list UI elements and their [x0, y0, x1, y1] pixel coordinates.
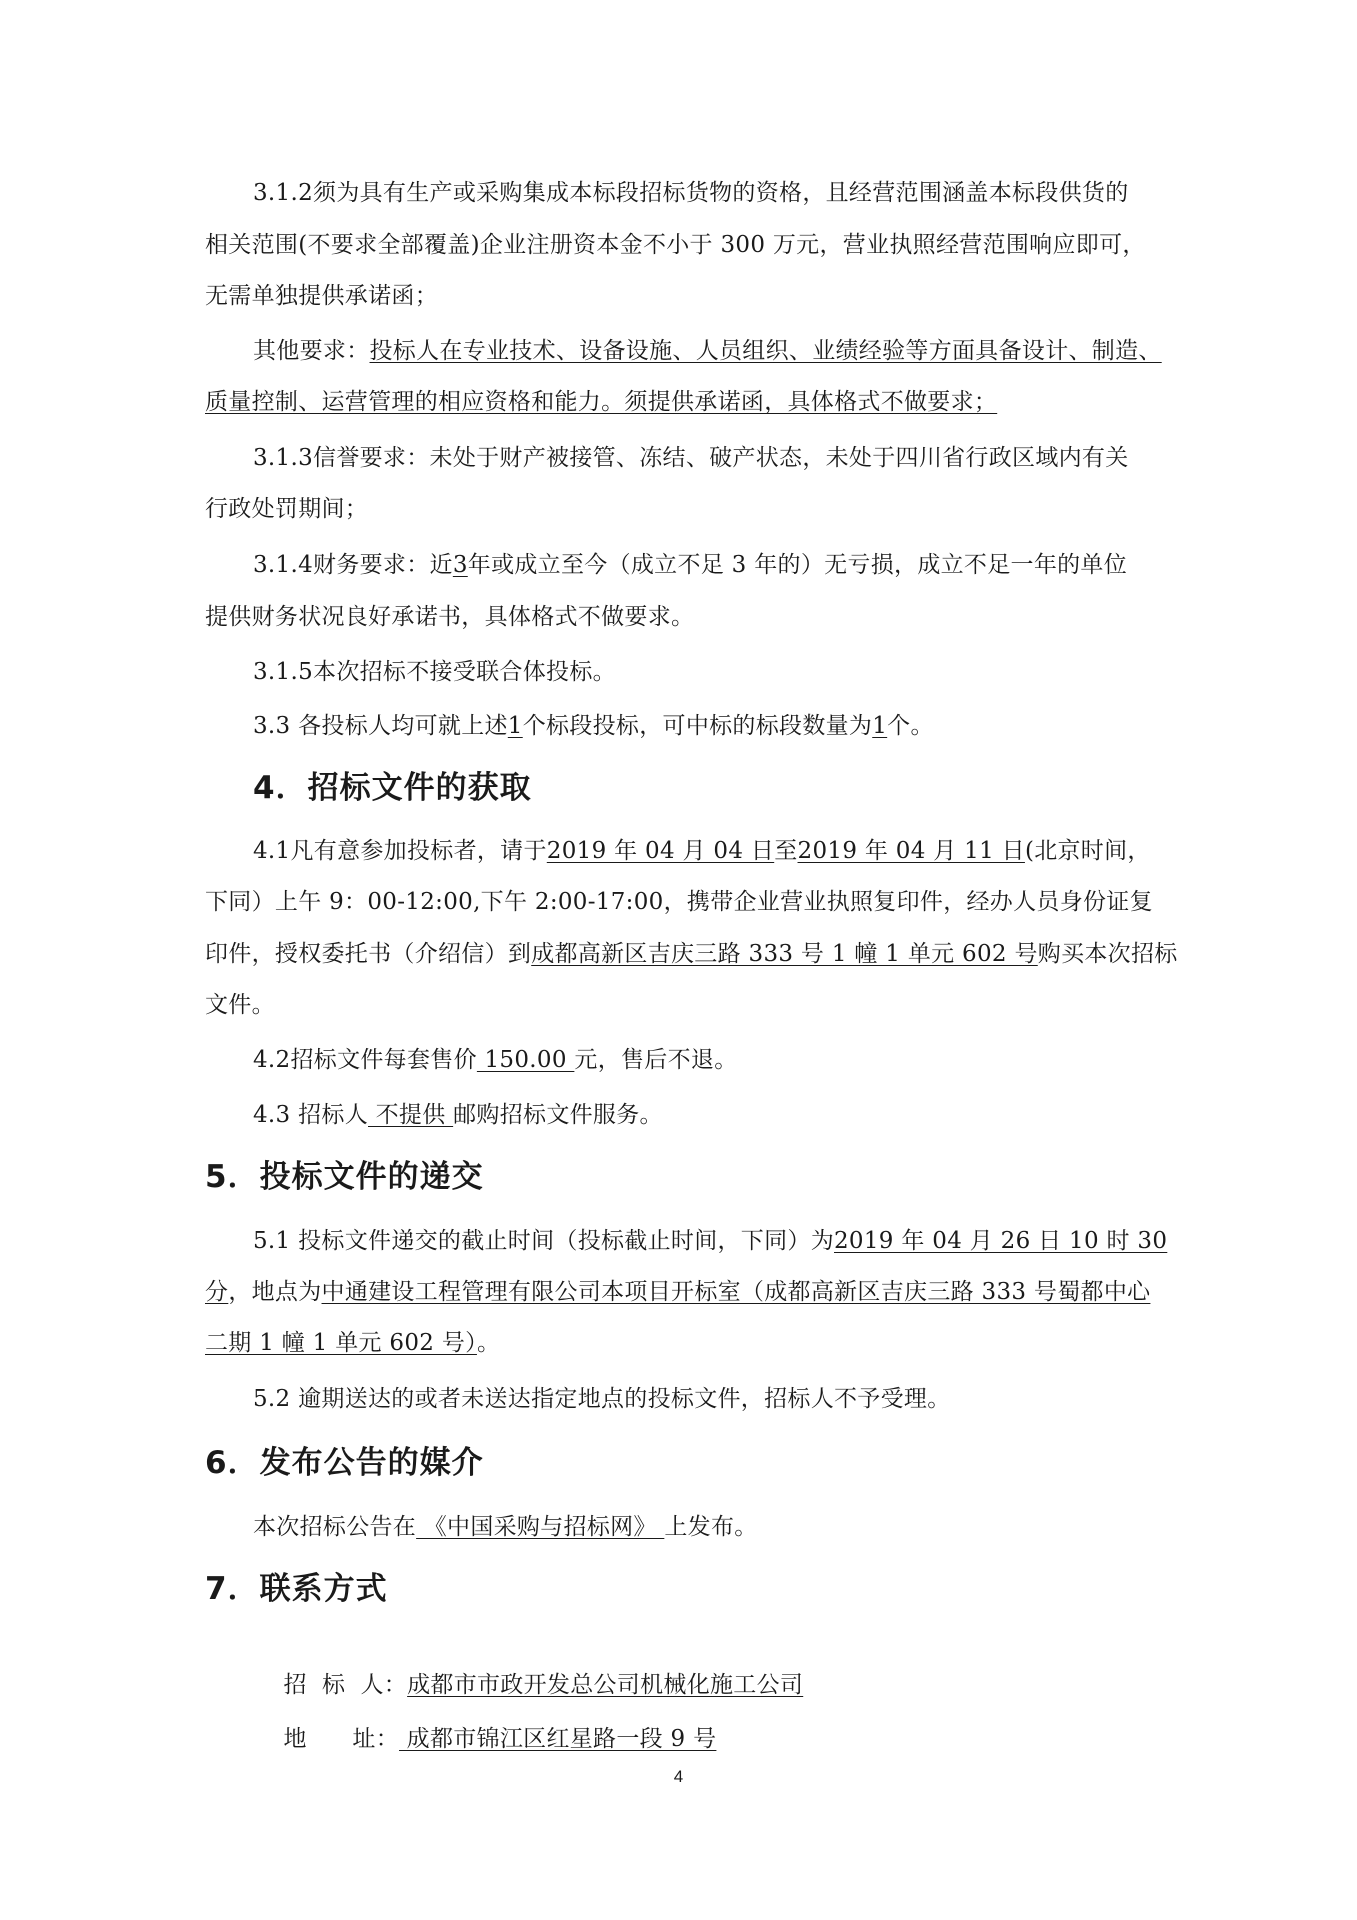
para-51-line-2 [205, 1277, 1157, 1307]
para-315: 3.1.5本次招标不接受联合体投标。 [253, 659, 616, 685]
address-value: 成都市锦江区红星路一段 9 号 [399, 1726, 717, 1752]
para-42 [253, 1045, 1157, 1075]
mail-value: 不提供 [368, 1102, 454, 1128]
submission-location: 中通建设工程管理有限公司本项目开标室（成都高新区吉庆三路 333 号蜀都中心 [321, 1279, 1151, 1305]
finance-text: 年或成立至今（成立不足 3 年的）无亏损，成立不足一年的单位 [467, 552, 1128, 578]
mail-text-b: 邮购招标文件服务。 [453, 1102, 663, 1128]
deadline-text-c: 。 [476, 1330, 501, 1356]
para-other-line-2 [205, 387, 1157, 417]
price-text-b: 元，售后不退。 [574, 1047, 738, 1073]
obtain-text-e: 购买本次招标 [1037, 941, 1178, 967]
obtain-text-a: 4.1凡有意参加投标者，请于 [253, 838, 547, 864]
para-314-line-1 [253, 550, 1157, 580]
para-51-line-3 [205, 1328, 1157, 1358]
heading-section-7: 7．联系方式 [205, 1571, 388, 1607]
winning-lots-count: 1 [872, 713, 888, 739]
obtain-text-c: (北京时间， [1024, 838, 1151, 864]
submission-location-cont: 二期 1 幢 1 单元 602 号） [205, 1330, 477, 1356]
para-313-line-2: 行政处罚期间； [205, 496, 369, 522]
mail-text-a: 4.3 招标人 [253, 1102, 368, 1128]
heading-section-4: 4．招标文件的获取 [253, 770, 532, 806]
para-other-line-1 [253, 336, 1162, 366]
page-number: 4 [673, 1767, 684, 1786]
heading-section-5: 5．投标文件的递交 [205, 1159, 484, 1195]
para-6 [253, 1512, 1157, 1542]
para-52: 5.2 逾期送达的或者未送达指定地点的投标文件，招标人不予受理。 [253, 1386, 951, 1412]
para-41-line-4: 文件。 [205, 992, 275, 1018]
para-41-line-1 [253, 836, 1157, 866]
other-req-label: 其他要求： [253, 338, 370, 364]
address-label: 地 址： [283, 1726, 400, 1752]
para-313-line-1: 3.1.3信誉要求：未处于财产被接管、冻结、破产状态，未处于四川省行政区域内有关 [253, 445, 1129, 471]
other-req-text-2: 质量控制、运营管理的相应资格和能力。须提供承诺函，具体格式不做要求； [205, 389, 998, 415]
para-312-line-2: 相关范围(不要求全部覆盖)企业注册资本金不小于 300 万元，营业执照经营范围响应即可， [205, 232, 1146, 258]
obtain-end-date: 2019 年 04 月 11 日 [797, 838, 1025, 864]
obtain-text-d: 印件，授权委托书（介绍信）到 [205, 941, 532, 967]
deadline-date: 2019 年 04 月 26 日 10 时 30 [834, 1228, 1168, 1254]
lots-text-b: 个标段投标，可中标的标段数量为 [522, 713, 873, 739]
deadline-text-b: ，地点为 [228, 1279, 322, 1305]
para-41-line-2: 下同）上午 9：00-12:00,下午 2:00-17:00，携带企业营业执照复印件，经办人员身份证复 [205, 889, 1153, 915]
para-51-line-1 [253, 1226, 1168, 1256]
deadline-minute-unit: 分 [205, 1279, 229, 1305]
para-41-line-3 [205, 939, 1178, 969]
media-text-b: 上发布。 [664, 1514, 758, 1540]
finance-years: 3 [452, 552, 468, 578]
price-text-a: 4.2招标文件每套售价 [253, 1047, 477, 1073]
lots-text-c: 个。 [887, 713, 934, 739]
lots-count: 1 [507, 713, 523, 739]
lots-text-a: 3.3 各投标人均可就上述 [253, 713, 508, 739]
obtain-address: 成都高新区吉庆三路 333 号 1 幢 1 单元 602 号 [531, 941, 1038, 967]
deadline-text-a: 5.1 投标文件递交的截止时间（投标截止时间，下同）为 [253, 1228, 834, 1254]
finance-label: 3.1.4财务要求：近 [253, 552, 453, 578]
price-value: 150.00 [476, 1047, 575, 1073]
other-req-text-1: 投标人在专业技术、设备设施、人员组织、业绩经验等方面具备设计、制造、 [369, 338, 1162, 364]
media-text-a: 本次招标公告在 [253, 1514, 417, 1540]
obtain-start-date: 2019 年 04 月 04 日 [546, 838, 775, 864]
para-33 [253, 711, 1157, 741]
para-43 [253, 1100, 1157, 1130]
tenderer-label: 招 标 人： [283, 1672, 408, 1698]
heading-section-6: 6．发布公告的媒介 [205, 1445, 484, 1481]
para-314-line-2: 提供财务状况良好承诺书，具体格式不做要求。 [205, 604, 695, 630]
media-name: 《中国采购与招标网》 [416, 1514, 665, 1540]
tenderer-value: 成都市市政开发总公司机械化施工公司 [407, 1672, 804, 1698]
para-312-line-3: 无需单独提供承诺函； [205, 283, 438, 309]
para-312-line-1: 3.1.2须为具有生产或采购集成本标段招标货物的资格，且经营范围涵盖本标段供货的 [253, 180, 1129, 206]
obtain-text-b: 至 [774, 838, 798, 864]
